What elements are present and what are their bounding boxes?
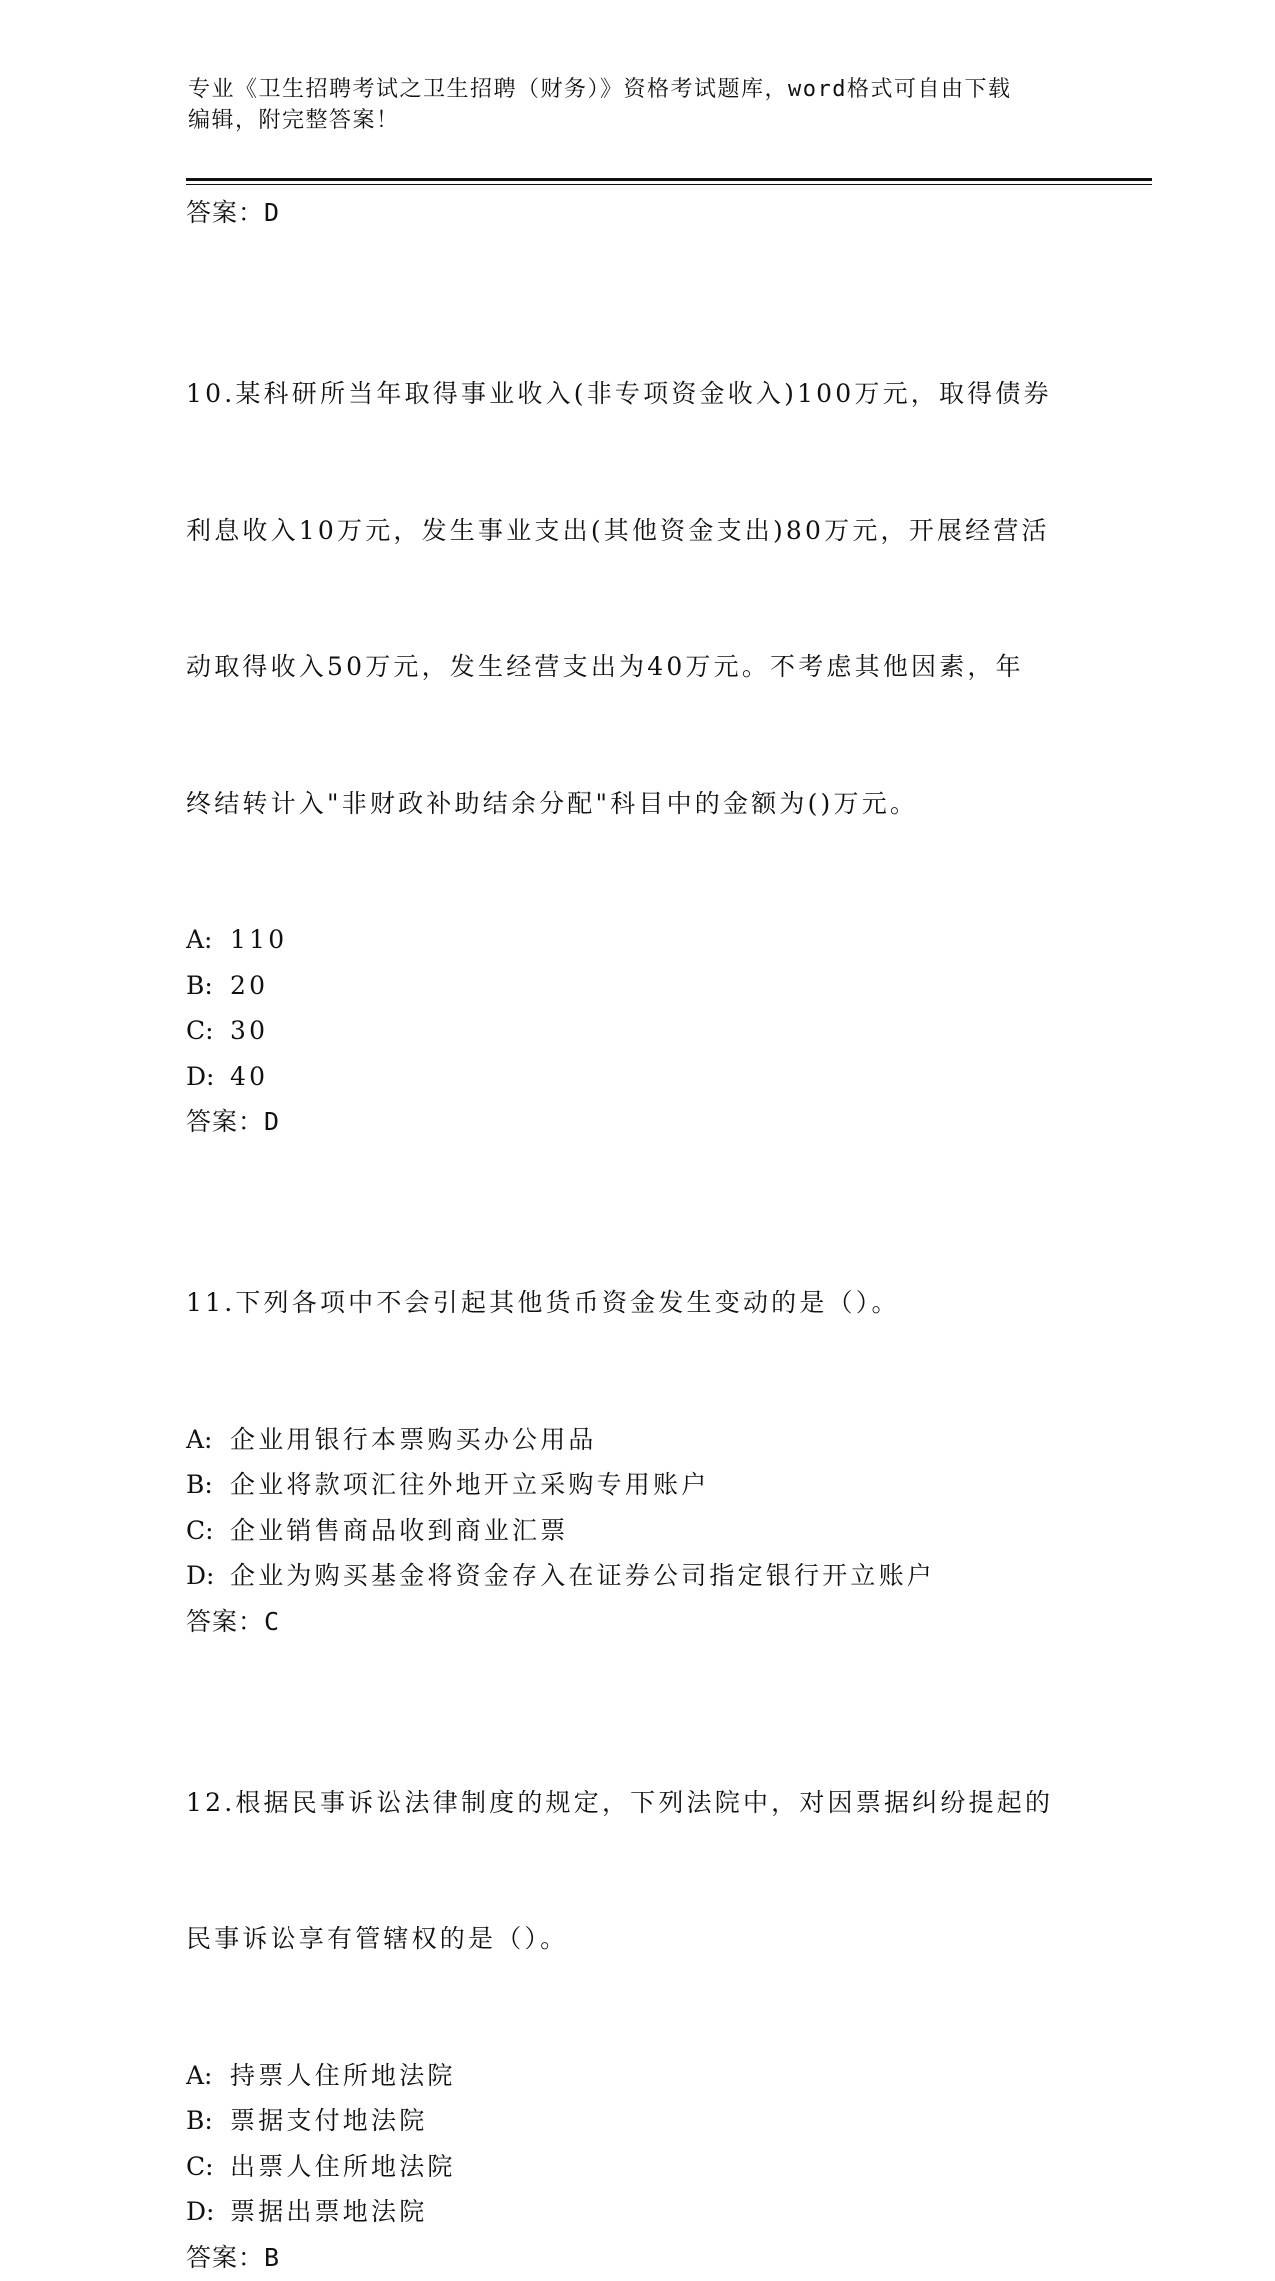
answer-line xyxy=(186,1099,1086,1145)
answer-value: B xyxy=(264,2242,281,2272)
question-line: 终结转计入"非财政补助结余分配"科目中的金额为()万元。 xyxy=(186,788,919,818)
answer-value: C xyxy=(264,1606,281,1636)
option-b xyxy=(186,1462,1086,1508)
option-text: 企业销售商品收到商业汇票 xyxy=(230,1515,569,1545)
answer-line xyxy=(186,190,1086,236)
option-text: 企业为购买基金将资金存入在证券公司指定银行开立账户 xyxy=(230,1561,936,1590)
answer-label: 答案： xyxy=(186,1107,265,1136)
answer-line xyxy=(186,1599,1086,1645)
option-text: 票据支付地法院 xyxy=(230,2106,428,2135)
option-d xyxy=(186,1553,1086,1599)
option-letter: B: xyxy=(186,1470,213,1499)
option-text: 持票人住所地法院 xyxy=(230,2060,456,2090)
document-body xyxy=(186,190,1086,2281)
question-text xyxy=(186,1189,1086,1417)
option-d xyxy=(186,1054,1086,1100)
header-line-1: 专业《卫生招聘考试之卫生招聘（财务）》资格考试题库，word格式可自由下载 xyxy=(188,77,1012,102)
question-block xyxy=(186,1189,1086,1645)
option-a xyxy=(186,917,1086,963)
option-letter: C: xyxy=(186,2151,214,2181)
header-line-2: 编辑，附完整答案！ xyxy=(188,108,400,133)
option-text: 20 xyxy=(230,970,269,1000)
option-b xyxy=(186,963,1086,1009)
option-a xyxy=(186,2053,1086,2099)
option-text: 40 xyxy=(230,1061,269,1091)
option-d xyxy=(186,2189,1086,2235)
document-header xyxy=(188,74,1088,136)
option-letter: D: xyxy=(186,2197,215,2226)
answer-label: 答案： xyxy=(186,1606,265,1636)
question-block xyxy=(186,1689,1086,2281)
header-divider-thin xyxy=(186,184,1152,185)
option-letter: C: xyxy=(186,1515,214,1545)
question-line: 民事诉讼享有管辖权的是（）。 xyxy=(186,1924,569,1953)
option-c xyxy=(186,2144,1086,2190)
question-line: 动取得收入50万元，发生经营支出为40万元。不考虑其他因素，年 xyxy=(186,652,1024,681)
option-letter: C: xyxy=(186,1016,214,1045)
header-divider-thick xyxy=(186,178,1152,181)
option-text: 110 xyxy=(230,925,288,954)
option-letter: A: xyxy=(186,925,213,954)
option-b xyxy=(186,2098,1086,2144)
option-letter: B: xyxy=(186,970,213,1000)
option-c xyxy=(186,1508,1086,1554)
option-c xyxy=(186,1008,1086,1054)
option-letter: D: xyxy=(186,1061,215,1091)
answer-line xyxy=(186,2235,1086,2281)
option-letter: B: xyxy=(186,2106,213,2135)
option-text: 票据出票地法院 xyxy=(230,2197,428,2226)
option-letter: D: xyxy=(186,1561,215,1590)
answer-value: D xyxy=(264,1107,281,1136)
question-text xyxy=(186,280,1086,917)
option-text: 出票人住所地法院 xyxy=(230,2151,456,2181)
question-block xyxy=(186,280,1086,1145)
question-line: 11.下列各项中不会引起其他货币资金发生变动的是（）。 xyxy=(186,1288,900,1317)
option-text: 企业将款项汇往外地开立采购专用账户 xyxy=(230,1470,710,1499)
answer-label: 答案： xyxy=(186,2242,265,2272)
option-text: 企业用银行本票购买办公用品 xyxy=(230,1424,597,1454)
option-a xyxy=(186,1417,1086,1463)
question-text xyxy=(186,1689,1086,2053)
question-line: 利息收入10万元，发生事业支出(其他资金支出)80万元，开展经营活 xyxy=(186,515,1050,545)
answer-label: 答案： xyxy=(186,198,265,227)
option-text: 30 xyxy=(230,1016,269,1045)
option-letter: A: xyxy=(186,1424,213,1454)
question-line: 10.某科研所当年取得事业收入(非专项资金收入)100万元，取得债券 xyxy=(186,379,1052,408)
answer-value: D xyxy=(264,198,281,227)
option-letter: A: xyxy=(186,2060,213,2090)
question-line: 12.根据民事诉讼法律制度的规定，下列法院中，对因票据纠纷提起的 xyxy=(186,1787,1054,1817)
